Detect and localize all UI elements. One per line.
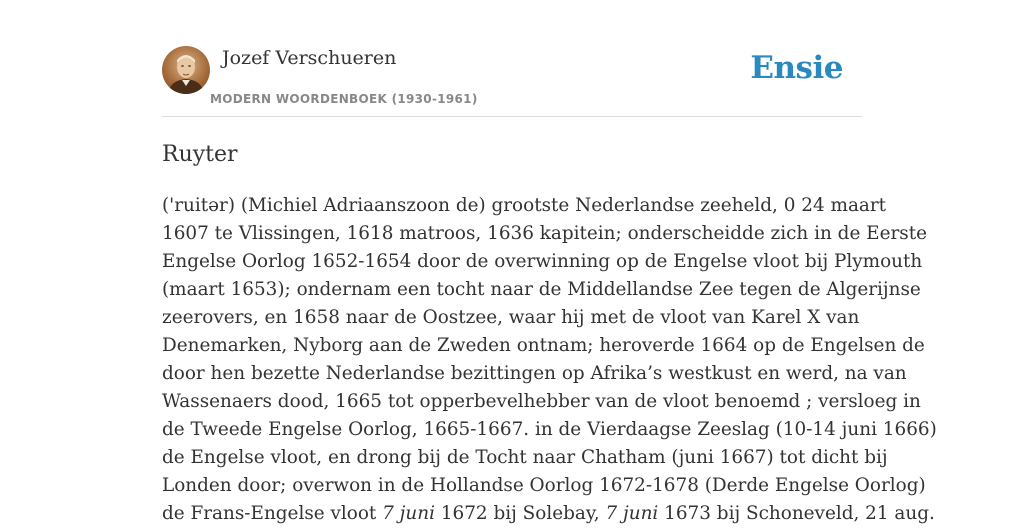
portrait-image — [162, 46, 210, 94]
ensie-logo[interactable]: Ensie — [750, 50, 843, 86]
body-line: (maart 1653); ondernam een tocht naar de Middellandse Zee tegen de Algerijnse — [162, 279, 921, 300]
author-name[interactable]: Jozef Verschueren — [222, 47, 397, 69]
body-line: 1607 te Vlissingen, 1618 matroos, 1636 kapitein; onderscheidde zich in de Eerste — [162, 223, 927, 244]
entry-body — [162, 192, 937, 528]
body-line: de Tweede Engelse Oorlog, 1665-1667. in de Vierdaagse Zeeslag (10-14 juni 1666) — [162, 419, 937, 440]
body-line: Wassenaers dood, 1665 tot opperbevelhebber van de vloot benoemd ; versloeg in — [162, 391, 921, 412]
body-text-fragment: 1672 bij Solebay, — [434, 503, 606, 524]
body-text-date: 7 juni — [382, 503, 435, 524]
body-line: Denemarken, Nyborg aan de Zweden ontnam; heroverde 1664 op de Engelsen de — [162, 335, 925, 356]
body-line: Londen door; overwon in de Hollandse Oorlog 1672-1678 (Derde Engelse Oorlog) — [162, 475, 926, 496]
body-line: ('ruitər) (Michiel Adriaanszoon de) grootste Nederlandse zeeheld, 0 24 maart — [162, 195, 887, 216]
source-dictionary[interactable]: MODERN WOORDENBOEK (1930-1961) — [210, 92, 478, 106]
body-text-date: 7 juni — [605, 503, 659, 524]
body-line: door hen bezette Nederlandse bezittingen op Afrika’s westkust en werd, na van — [162, 363, 907, 384]
body-line: zeerovers, en 1658 naar de Oostzee, waar hij met de vloot van Karel X van — [162, 307, 860, 328]
body-line-last — [162, 500, 935, 528]
entry-title: Ruyter — [162, 142, 238, 167]
author-avatar[interactable] — [162, 46, 210, 94]
body-line: Engelse Oorlog 1652-1654 door de overwinning op de Engelse vloot bij Plymouth — [162, 251, 923, 272]
body-text-fragment: 1673 bij Schoneveld, 21 aug. — [658, 503, 935, 524]
entry-header — [162, 46, 862, 117]
body-text-fragment: de Frans-Engelse vloot — [162, 503, 383, 524]
body-line: de Engelse vloot, en drong bij de Tocht naar Chatham (juni 1667) tot dicht bij — [162, 447, 888, 468]
